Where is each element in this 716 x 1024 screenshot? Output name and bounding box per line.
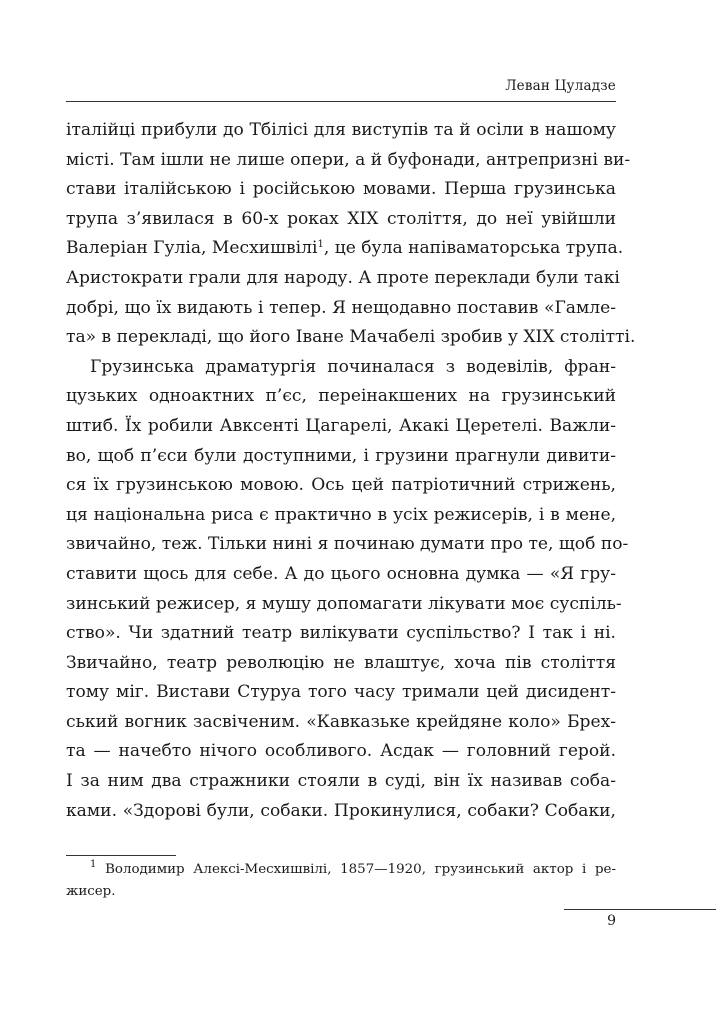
text-line: ство». Чи здатний театр вилікувати суспільство? І так і ні. bbox=[66, 623, 616, 644]
text-line: цузьких одноактних п’єс, переінакшених на грузинський bbox=[66, 386, 616, 407]
text-line: Грузинська драматургія починалася з водевілів, фран- bbox=[90, 356, 616, 377]
text-line: ставити щось для себе. А до цього основна думка — «Я гру- bbox=[66, 563, 616, 584]
footnote-line: жисер. bbox=[66, 884, 116, 899]
footer-rule bbox=[564, 909, 716, 910]
text-line: звичайно, теж. Тільки нині я починаю думати про те, щоб по- bbox=[66, 534, 629, 555]
text-line: Звичайно, театр революцію не влаштує, хоча пів століття bbox=[66, 652, 616, 673]
text-line: трупа з’явилася в 60-х роках XIX століття, до неї увійшли bbox=[66, 208, 616, 229]
text-line: ками. «Здорові були, собаки. Прокинулися, собаки? Собаки, bbox=[66, 800, 616, 821]
body-text bbox=[66, 116, 636, 826]
footnote-line bbox=[66, 859, 616, 881]
footnote-rule bbox=[66, 855, 176, 856]
text-line: добрі, що їх видають і тепер. Я нещодавно поставив «Гамле- bbox=[66, 297, 616, 318]
text-line: во, щоб п’єси були доступними, і грузини прагнули дивити- bbox=[66, 445, 616, 466]
text-segment: , це була напіваматорська трупа. bbox=[323, 238, 624, 259]
text-line: ський вогник засвіченим. «Кавказьке крейдяне коло» Брех- bbox=[66, 711, 616, 732]
footnote bbox=[66, 859, 616, 903]
text-line: тому міг. Вистави Стуруа того часу тримали цей дисидент- bbox=[66, 682, 616, 703]
text-line: І за ним два стражники стояли в суді, він їх називав соба- bbox=[66, 771, 616, 792]
text-line: ця національна риса є практично в усіх режисерів, і в мене, bbox=[66, 504, 616, 525]
running-head: Леван Цуладзе bbox=[505, 78, 616, 94]
footnote-reference[interactable]: 1 bbox=[317, 239, 324, 251]
text-segment: Валеріан Гуліа, Месхишвілі bbox=[66, 238, 318, 259]
text-line: та — начебто нічого особливого. Асдак — головний герой. bbox=[66, 741, 616, 762]
text-line: штиб. Їх робили Авксенті Цагарелі, Акакі Церетелі. Важли- bbox=[66, 415, 616, 436]
footnote-text: Володимир Алексі-Месхишвілі, 1857—1920, грузинський актор і ре- bbox=[105, 862, 616, 877]
page-number: 9 bbox=[607, 913, 616, 929]
text-line bbox=[66, 234, 624, 264]
text-line: та» в перекладі, що його Іване Мачабелі зробив у XIX столітті. bbox=[66, 327, 636, 348]
text-line: ся їх грузинською мовою. Ось цей патріотичний стрижень, bbox=[66, 475, 616, 496]
header-rule bbox=[66, 101, 616, 102]
text-line: італійці прибули до Тбілісі для виступів та й осіли в нашому bbox=[66, 120, 616, 140]
text-line: місті. Там ішли не лише опери, а й буфонади, антрепризні ви- bbox=[66, 149, 631, 170]
text-line: зинський режисер, я мушу допомагати лікувати моє суспіль- bbox=[66, 593, 622, 614]
text-line: стави італійською і російською мовами. Перша грузинська bbox=[66, 179, 616, 200]
text-line: Аристократи грали для народу. А проте переклади були такі bbox=[66, 267, 620, 288]
footnote-mark: 1 bbox=[90, 859, 97, 870]
